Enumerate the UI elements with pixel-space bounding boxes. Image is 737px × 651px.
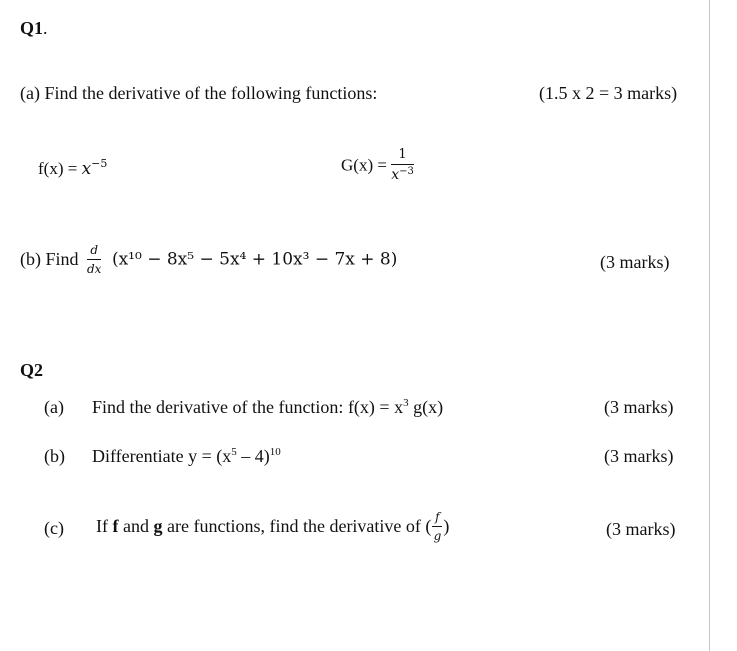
- g-fraction-bar: [391, 164, 414, 165]
- q1a-marks: (1.5 x 2 = 3 marks): [539, 83, 678, 103]
- g-fraction: [391, 148, 414, 183]
- ddx-fraction: [87, 244, 101, 275]
- g-numerator: 1: [398, 147, 407, 162]
- q2c-post: are functions, find the derivative of (: [162, 516, 432, 536]
- q2b-prompt: [92, 446, 281, 467]
- fg-numerator: f: [435, 510, 440, 524]
- q2b-marks: (3 marks): [604, 446, 674, 466]
- q1-heading: [20, 18, 48, 39]
- q2b-outer-exponent: 10: [269, 446, 281, 458]
- ddx-denominator: dx: [87, 262, 102, 276]
- q2c-label: (c): [44, 518, 64, 538]
- q1b-marks: (3 marks): [600, 252, 670, 272]
- q2c-prompt: [96, 511, 449, 542]
- f-exponent: −5: [91, 157, 108, 170]
- fg-denominator: g: [433, 529, 442, 543]
- g-lhs: G(x) =: [341, 155, 392, 175]
- g-den-base: x: [391, 167, 400, 183]
- f-over-g-fraction: [432, 511, 442, 542]
- g-den-exponent: −3: [399, 166, 414, 177]
- q2b-mid: – 4): [236, 446, 270, 466]
- q2b-exponent: 5: [231, 446, 237, 458]
- q1-heading-dot: .: [43, 18, 48, 38]
- q2c-f: f: [112, 516, 119, 536]
- q2a-exponent: 3: [403, 397, 409, 409]
- q2a-prompt: [92, 397, 443, 418]
- q2a-marks: (3 marks): [604, 397, 674, 417]
- q2c-and: and: [118, 516, 154, 536]
- q1a-prompt: (a) Find the derivative of the following functions:: [20, 83, 378, 103]
- g-denominator: [391, 168, 414, 183]
- q2c-marks: (3 marks): [606, 519, 676, 539]
- q2c-g: g: [153, 516, 163, 536]
- f-lhs: f(x) =: [38, 159, 82, 178]
- ddx-bar: [87, 259, 101, 260]
- q2c-pre: If: [96, 516, 113, 536]
- q2a-tail: g(x): [408, 397, 444, 417]
- ddx-numerator: d: [90, 243, 99, 257]
- q2b-text: Differentiate y = (x: [92, 446, 232, 466]
- q1b-line: [20, 244, 397, 275]
- q2-heading: Q2: [20, 360, 44, 380]
- q2a-text: Find the derivative of the function: f(x) = x: [92, 397, 404, 417]
- q2a-label: (a): [44, 397, 64, 417]
- fg-bar: [432, 526, 442, 527]
- q1a-function-f: [38, 159, 107, 179]
- q1-heading-text: Q1: [20, 18, 44, 38]
- q2c-close: ): [443, 516, 450, 536]
- q2b-label: (b): [44, 446, 65, 466]
- q1b-label: (b) Find: [20, 249, 79, 269]
- q1a-function-g: [341, 148, 414, 183]
- q1b-polynomial: (x¹⁰ − 8x⁵ − 5x⁴ + 10x³ − 7x + 8): [111, 249, 398, 270]
- f-base: x: [81, 159, 92, 179]
- page-margin-line: [709, 0, 710, 651]
